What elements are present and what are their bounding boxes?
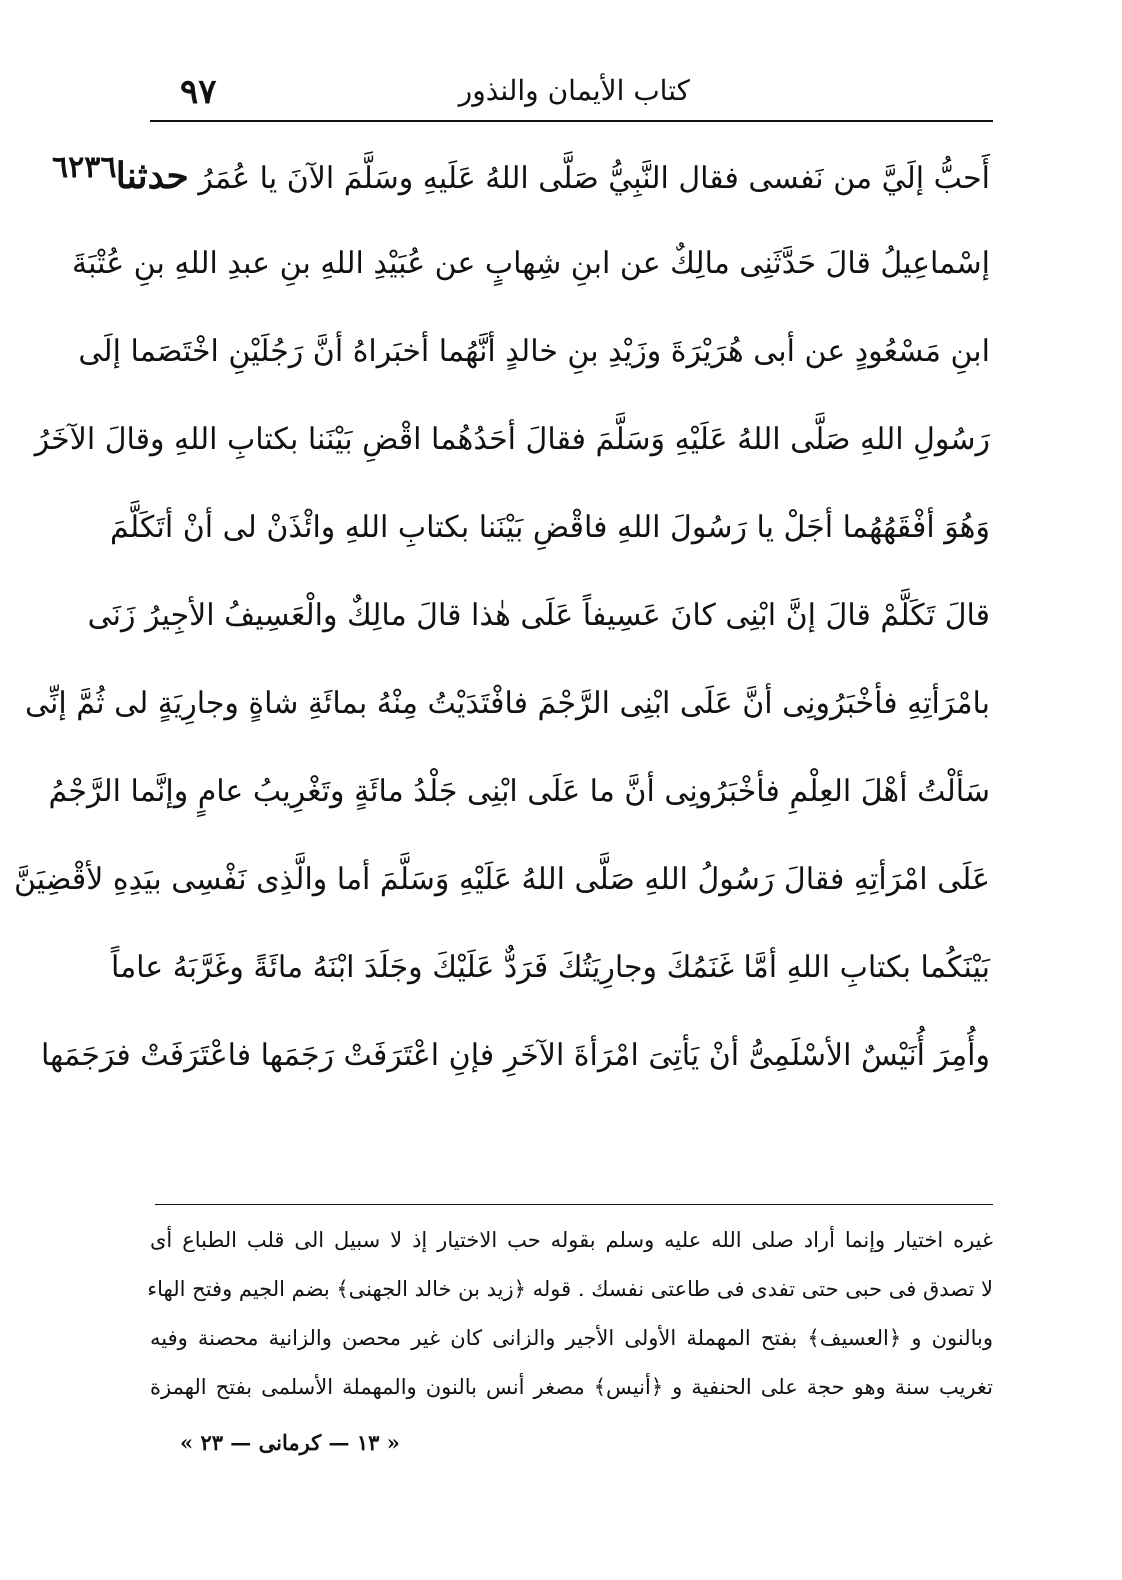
footnote-line: تغريب سنة وهو حجة على الحنفية و ﴿أنيس﴾ مصغر أنس بالنون والمهملة الأسلمى بفتح الهمزة (150, 1375, 993, 1399)
main-text-line: وَهُوَ أفْقَهُهُما أجَلْ يا رَسُولَ اللهِ فاقْضِ بَيْنَنا بكتابِ اللهِ وائْذَنْ لى أنْ أتَكَلَّمَ (110, 510, 990, 545)
main-text-line: إسْماعِيلُ قالَ حَدَّثَنِى مالِكٌ عن ابنِ شِهابٍ عن عُبَيْدِ اللهِ بنِ عبدِ اللهِ بنِ عُتْبَةَ (72, 246, 990, 281)
header-rule (150, 120, 993, 122)
footnote-line: غيره اختيار وإنما أراد صلى الله عليه وسلم بقوله حب الاختيار إذ لا سبيل الى قلب الطباع أى (150, 1228, 993, 1252)
main-text-line: بامْرَأتِهِ فأخْبَرُونِى أنَّ عَلَى ابْنِى الرَّجْمَ فافْتَدَيْتُ مِنْهُ بمائَةِ شاةٍ وجارِيَةٍ لى ثُمَّ إنِّى (25, 686, 990, 721)
running-title: كتاب الأيمان والنذور (458, 74, 690, 107)
footnote-line: لا تصدق فى حبى حتى تفدى فى طاعتى نفسك . قوله ﴿زيد بن خالد الجهنى﴾ بضم الجيم وفتح الهاء (147, 1277, 993, 1301)
main-text-line: بَيْنَكُما بكتابِ اللهِ أمَّا غَنَمُكَ وجارِيَتُكَ فَرَدٌّ عَلَيْكَ وجَلَدَ ابْنَهُ مائَةً وغَرَّبَهُ عاماً (110, 950, 990, 985)
main-text-line: ابنِ مَسْعُودٍ عن أبى هُرَيْرَةَ وزَيْدِ بنِ خالدٍ أنَّهُما أخبَراهُ أنَّ رَجُلَيْنِ اخْتَصَما إلَى (78, 334, 990, 369)
main-text-line: سَألْتُ أهْلَ العِلْمِ فأخْبَرُونِى أنَّ ما عَلَى ابْنِى جَلْدُ مائَةٍ وتَغْرِيبُ عامٍ وإنَّما الرَّجْمُ (48, 774, 990, 809)
main-text-line: رَسُولِ اللهِ صَلَّى اللهُ عَلَيْهِ وَسَلَّمَ فقالَ أحَدُهُما اقْضِ بَيْنَنا بكتابِ اللهِ وقالَ الآخَرُ (34, 422, 990, 457)
main-text-line: وأُمِرَ أُنَيْسٌ الأسْلَمِىُّ أنْ يَأتِىَ امْرَأةَ الآخَرِ فإنِ اعْتَرَفَتْ رَجَمَها فاعْتَرَفَتْ فرَجَمَها (41, 1038, 990, 1073)
footnotes (147, 1216, 993, 1412)
haddathana-marker: حدثنا (115, 155, 189, 197)
footnote-rule (155, 1204, 993, 1205)
main-text-line: عَلَى امْرَأتِهِ فقالَ رَسُولُ اللهِ صَلَّى اللهُ عَلَيْهِ وَسَلَّمَ أما والَّذِى نَفْسِى بيَدِهِ لأقْضِيَنَّ (13, 862, 990, 897)
main-text-line (115, 132, 990, 220)
page-number: ٩٧ (180, 72, 217, 112)
main-text-line: قالَ تَكَلَّمْ قالَ إنَّ ابْنِى كانَ عَسِيفاً عَلَى هٰذا قالَ مالِكٌ والْعَسِيفُ الأجِيرُ زَنَى (87, 598, 990, 633)
footnote-line: وبالنون و ﴿العسيف﴾ بفتح المهملة الأولى الأجير والزانى كان غير محصن والزانية محصنة وفيه (150, 1326, 993, 1350)
printer-signature: « ١٣ — كرمانى — ٢٣ » (180, 1430, 400, 1455)
hadith-number: ٦٢٣٦ (52, 150, 117, 185)
page-header (150, 68, 990, 118)
main-text-line-content: أَحبُّ إلَيَّ من نَفسى فقال النَّبِيُّ صَلَّى اللهُ عَلَيهِ وسَلَّمَ الآنَ يا عُمَرُ (198, 161, 990, 196)
